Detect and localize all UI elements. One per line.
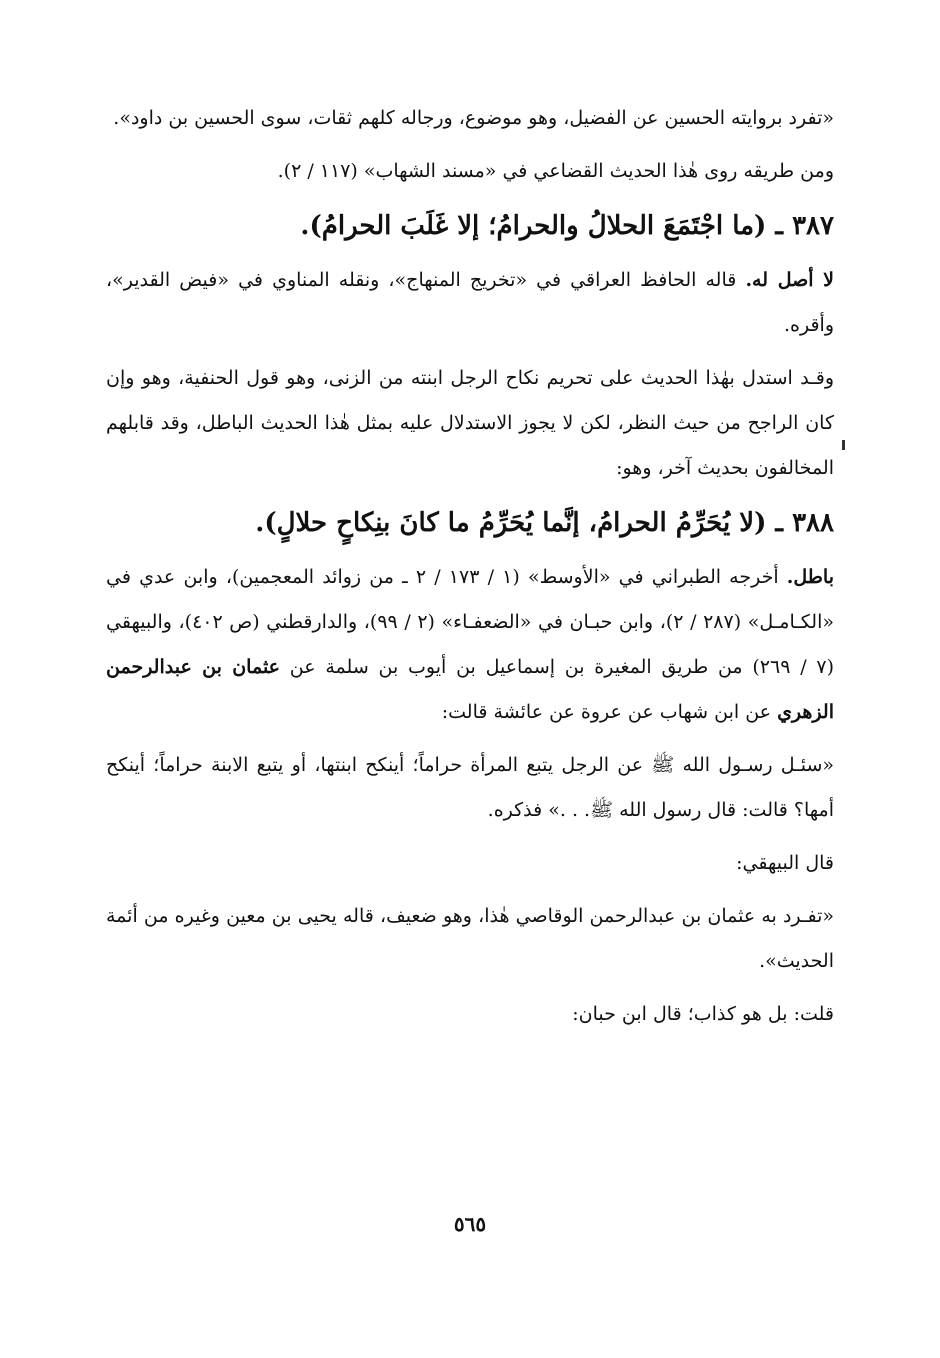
narrator-name: عثمان بن عبدالرحمن الزهري [106, 656, 834, 723]
takhrij-text-1: أخرجه الطبراني في «الأوسط» (١ / ١٧٣ / ٢ ـ من زوائد المعجمين)، وابن عدي في «الكـامـل» (٢٨٧ / ٢)، وابن حبـان في «الضعفـاء» (٢ / ٩٩)، والدارقطني (ص ٤٠٢)، والبيهقي (٧ / ٢٦٩) من طريق المغيرة بن إسماعيل بن أيوب بن سلمة عن [106, 566, 834, 678]
quote-paragraph-1: «تفرد بروايته الحسين عن الفضيل، وهو موضوع، ورجاله كلهم ثقات، سوى الحسين بن داود». [113, 107, 834, 129]
quote-paragraph-bayhaqi: «تفـرد به عثمان بن عبدالرحمن الوقاصي هٰذا، وهو ضعيف، قاله يحيى بن معين وغيره من أئمة الحديث». [106, 905, 834, 972]
paragraph-ruling-387 [106, 258, 834, 348]
paragraph-bayhaqi-label: قال البيهقي: [736, 852, 834, 874]
quote-paragraph-aisha: «سئـل رسـول الله ﷺ عن الرجل يتبع المرأة حراماً؛ أينكح ابنتها، أو يتبع الابنة حراماً؛ أينكح أمها؟ قالت: قال رسول الله ﷺ. . .» فذكره. [106, 754, 834, 821]
paragraph-author-comment: قلت: بل هو كذاب؛ قال ابن حبان: [572, 1003, 834, 1025]
paragraph-takhrij-388 [106, 555, 834, 735]
page-number: ٥٦٥ [453, 1212, 487, 1236]
takhrij-text-2: عن ابن شهاب عن عروة عن عائشة قالت: [441, 701, 778, 723]
ruling-text: قاله الحافظ العراقي في «تخريج المنهاج»، ونقله المناوي في «فيض القدير»، وأقره. [106, 269, 834, 336]
ruling-label-388: باطل. [786, 566, 834, 588]
paragraph-discussion: وقـد استدل بهٰذا الحديث على تحريم نكاح الرجل ابنته من الزنى، وهو قول الحنفية، وهو وإن كان الراجح من حيث النظر، لكن لا يجوز الاستدلال عليه بمثل هٰذا الحديث الباطل، وقد قابلهم المخالفون بحديث آخر، وهو: [106, 367, 834, 479]
paragraph-source-shihab: ومن طريقه روى هٰذا الحديث القضاعي في «مسند الشهاب» (١١٧ / ٢). [277, 160, 834, 182]
hadith-heading-388: ٣٨٨ ـ (لا يُحَرِّمُ الحرامُ، إنَّما يُحَرِّمُ ما كانَ بنِكاحٍ حلالٍ). [255, 508, 834, 538]
ruling-label: لا أصل له. [745, 269, 834, 291]
hadith-heading-387: ٣٨٧ ـ (ما اجْتَمَعَ الحلالُ والحرامُ؛ إلا غَلَبَ الحرامُ). [300, 211, 834, 241]
margin-mark [842, 440, 845, 450]
